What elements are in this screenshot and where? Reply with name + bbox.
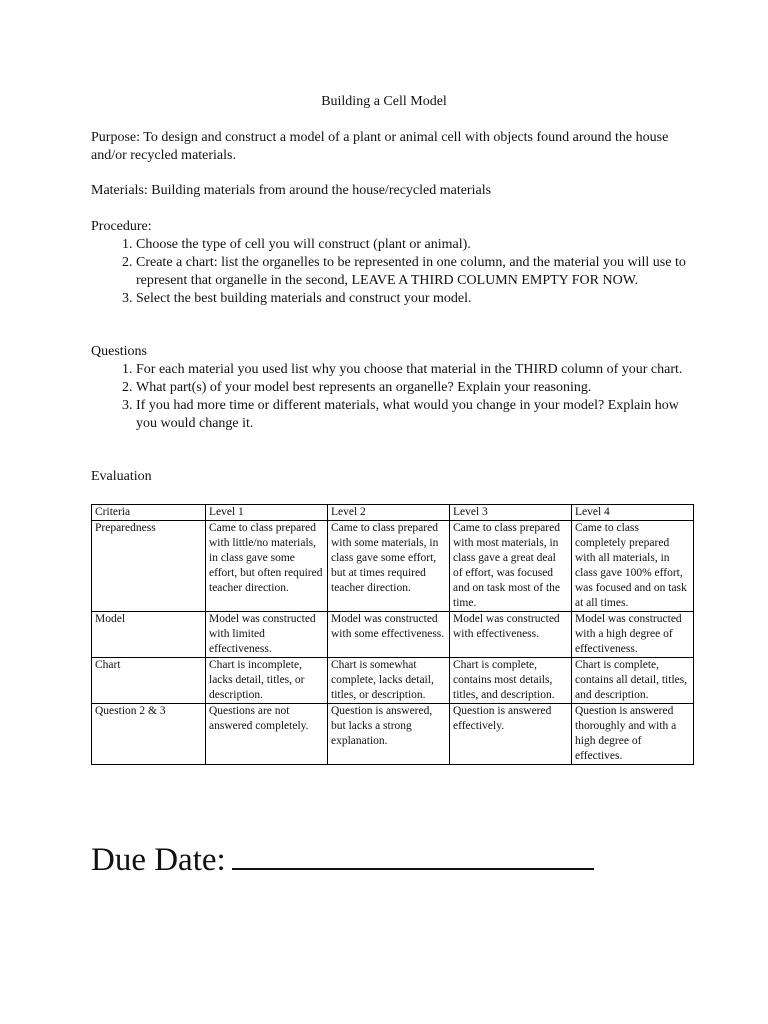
table-cell: Question is answered, but lacks a strong explanation. (328, 704, 450, 765)
question-item: 3. If you had more time or different materials, what would you change in your model? Explain how you would change it. (136, 397, 691, 433)
header-cell: Level 2 (328, 505, 450, 521)
table-row (92, 612, 694, 658)
procedure-heading: Procedure: (91, 219, 152, 234)
table-cell: Chart is incomplete, lacks detail, titles, or description. (206, 658, 328, 704)
table-cell: Model was constructed with limited effectiveness. (206, 612, 328, 658)
page-title: Building a Cell Model (321, 94, 447, 109)
due-date-label: Due Date: (91, 842, 226, 878)
evaluation-rubric-table (91, 504, 694, 765)
table-cell: Chart is complete, contains most details, titles, and description. (450, 658, 572, 704)
table-row (92, 521, 694, 612)
procedure-section (91, 218, 691, 308)
table-cell: Came to class prepared with some materials, in class gave some effort, but at times required teacher direction. (328, 521, 450, 612)
table-cell: Model was constructed with some effectiveness. (328, 612, 450, 658)
table-header-row (92, 505, 694, 521)
table-cell: Question is answered effectively. (450, 704, 572, 765)
table-cell: Model was constructed with effectiveness. (450, 612, 572, 658)
table-cell: Question is answered thoroughly and with a high degree of effectives. (572, 704, 694, 765)
table-cell: Chart is somewhat complete, lacks detail, titles, or description. (328, 658, 450, 704)
criteria-cell: Model (92, 612, 206, 658)
table-row (92, 658, 694, 704)
table-cell: Came to class prepared with most materials, in class gave a great deal of effort, was focused and on task most of the time. (450, 521, 572, 612)
table-cell: Came to class completely prepared with all materials, in class gave 100% effort, was focused and on task at all times. (572, 521, 694, 612)
question-item: 1. For each material you used list why you choose that material in the THIRD column of your chart. (136, 361, 691, 379)
table-cell: Model was constructed with a high degree of effectiveness. (572, 612, 694, 658)
criteria-cell: Chart (92, 658, 206, 704)
criteria-cell: Preparedness (92, 521, 206, 612)
materials-paragraph: Materials: Building materials from around the house/recycled materials (91, 183, 492, 198)
table-cell: Chart is complete, contains all detail, titles, and description. (572, 658, 694, 704)
table-cell: Came to class prepared with little/no materials, in class gave some effort, but often required teacher direction. (206, 521, 328, 612)
questions-heading: Questions (91, 344, 147, 359)
questions-list (91, 361, 691, 433)
procedure-step: 3. Select the best building materials and construct your model. (136, 290, 691, 308)
due-date-blank-line (232, 838, 594, 870)
header-cell: Level 4 (572, 505, 694, 521)
table-row (92, 704, 694, 765)
purpose-paragraph: Purpose: To design and construct a model of a plant or animal cell with objects found around the house and/or recycled materials. (91, 130, 669, 163)
questions-section (91, 343, 691, 433)
question-item: 2. What part(s) of your model best represents an organelle? Explain your reasoning. (136, 379, 691, 397)
header-cell: Level 1 (206, 505, 328, 521)
criteria-cell: Question 2 & 3 (92, 704, 206, 765)
due-date (91, 838, 594, 880)
header-cell: Criteria (92, 505, 206, 521)
procedure-list (91, 236, 691, 308)
evaluation-heading: Evaluation (91, 469, 152, 484)
procedure-step: 2. Create a chart: list the organelles to be represented in one column, and the material you will use to represent that organelle in the second, LEAVE A THIRD COLUMN EMPTY FOR NOW. (136, 254, 691, 290)
header-cell: Level 3 (450, 505, 572, 521)
procedure-step: 1. Choose the type of cell you will construct (plant or animal). (136, 236, 691, 254)
table-cell: Questions are not answered completely. (206, 704, 328, 765)
